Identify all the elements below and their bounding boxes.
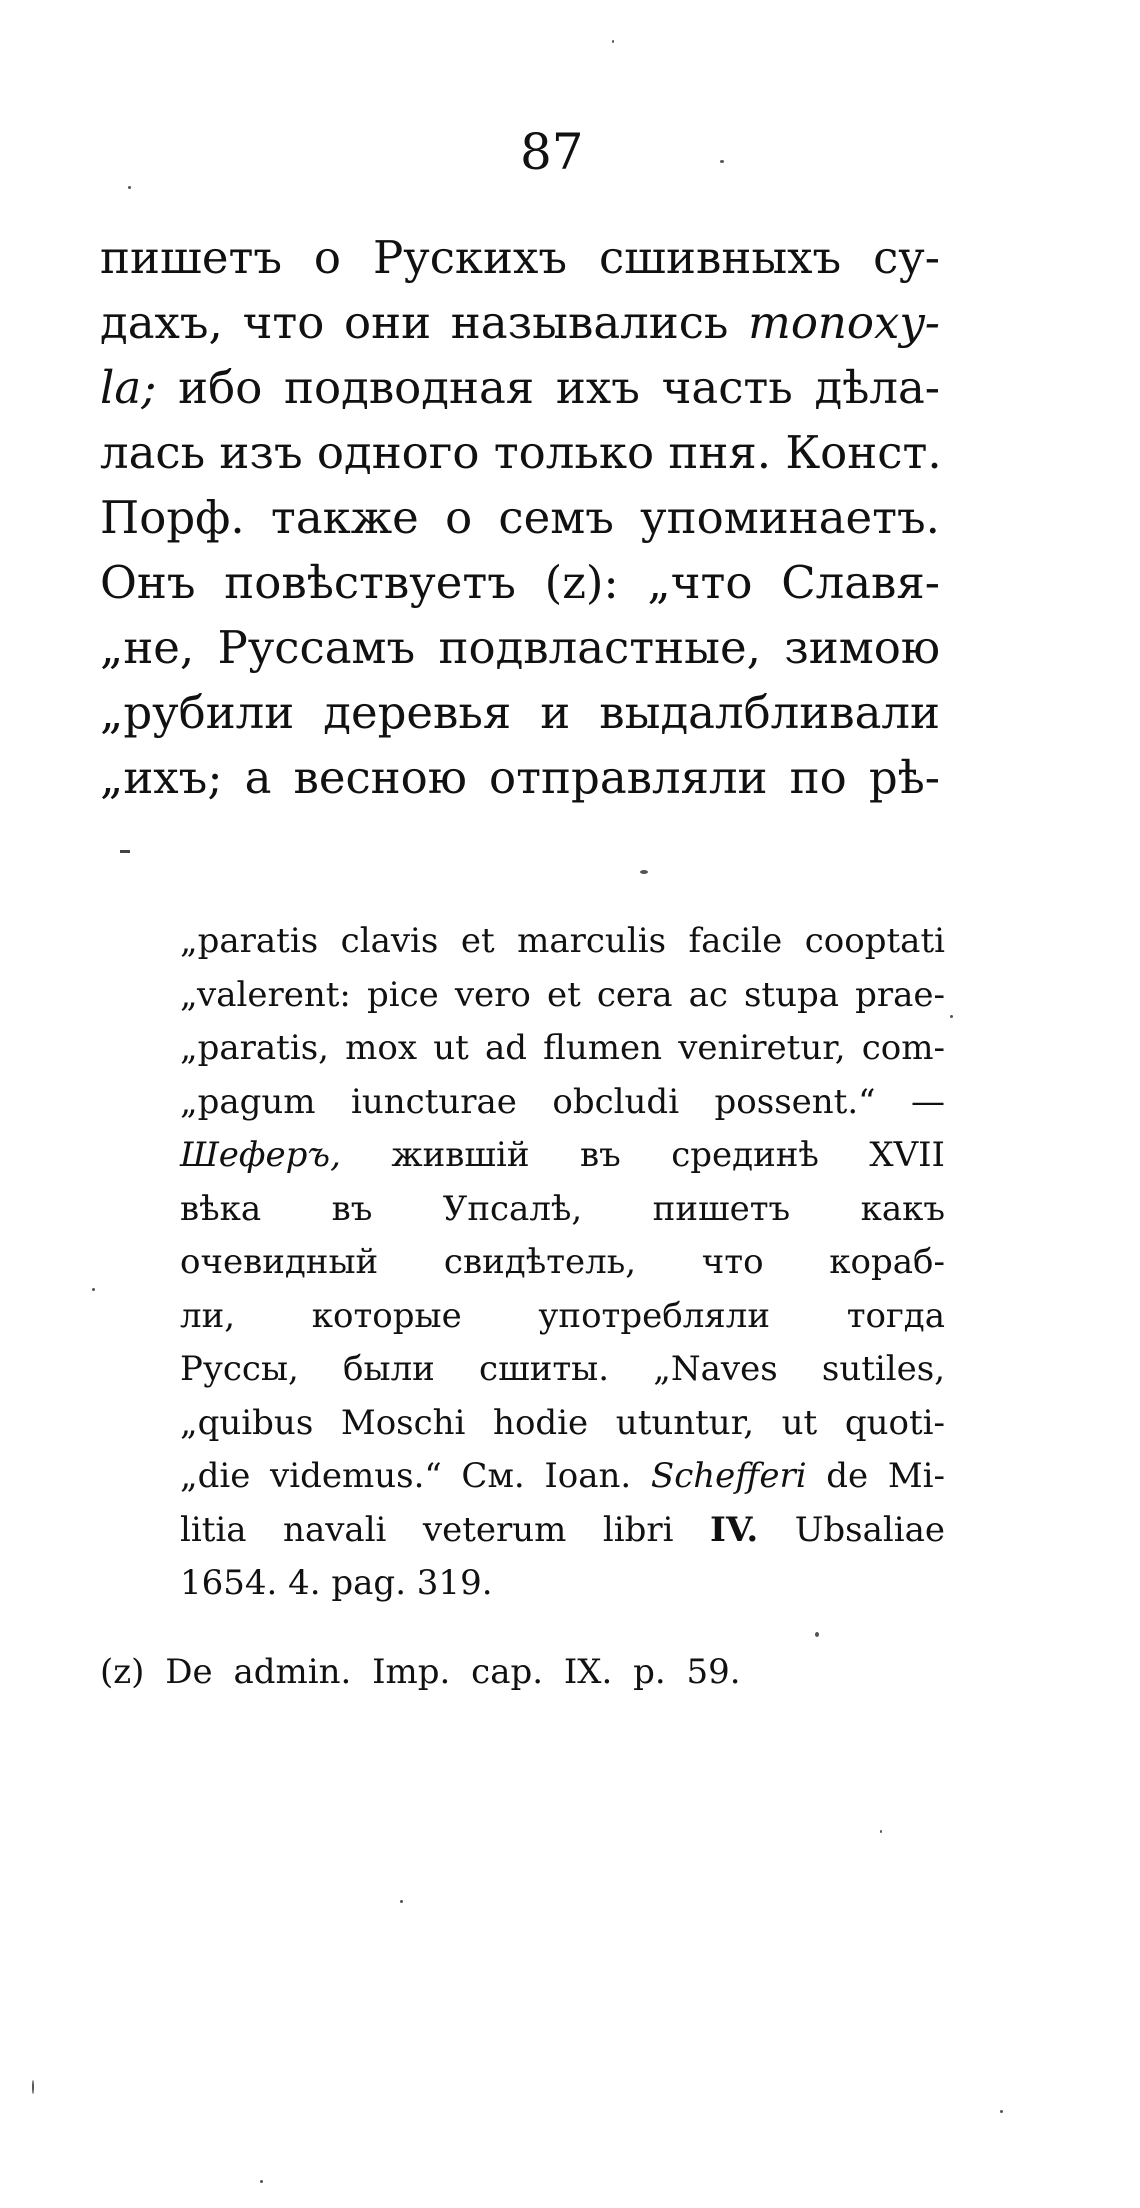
footnote-line: „pagum iuncturae obcludi possent.“ — bbox=[180, 1081, 945, 1122]
footnote-line: „die videmus.“ См. Ioan. Schefferi de Mi- bbox=[180, 1456, 945, 1496]
scan-speck bbox=[880, 1830, 882, 1833]
main-text-line: la; ибо подводная ихъ часть дѣла- bbox=[100, 361, 940, 414]
footnote-line: очевидный свидѣтель, что кораб- bbox=[180, 1242, 945, 1282]
scan-speck bbox=[92, 1288, 95, 1291]
scan-speck bbox=[640, 870, 648, 874]
footnote-line: вѣка въ Упсалѣ, пишетъ какъ bbox=[180, 1188, 945, 1229]
scan-speck bbox=[1000, 2110, 1003, 2113]
main-text-line: дахъ, что они назывались monoxy- bbox=[100, 296, 940, 349]
main-text-line: „ихъ; а весною отправляли по рѣ- bbox=[100, 751, 940, 804]
footnote-z: (z) De admin. Imp. cap. IX. p. 59. bbox=[100, 1652, 741, 1692]
footnote-line: „paratis, mox ut ad flumen veniretur, com- bbox=[180, 1028, 945, 1068]
footnote-line: „valerent: pice vero et cera ac stupa prae- bbox=[180, 974, 945, 1015]
main-text-line: пишетъ о Рускихъ сшивныхъ су- bbox=[100, 231, 940, 284]
page-number: 87 bbox=[520, 123, 584, 181]
footnote-line: Руссы, были сшиты. „Naves sutiles, bbox=[180, 1349, 945, 1389]
main-text-line: Порф. также о семъ упоминаетъ. bbox=[100, 491, 940, 544]
main-text-block bbox=[100, 225, 940, 810]
footnote-line: „quibus Moschi hodie utuntur, ut quoti- bbox=[180, 1402, 945, 1443]
scan-speck bbox=[400, 1900, 403, 1903]
scan-speck bbox=[720, 160, 724, 163]
main-text-line: „не, Руссамъ подвластные, зимою bbox=[100, 621, 940, 674]
footnote-line: ли, которые употребляли тогда bbox=[180, 1295, 945, 1336]
scan-speck bbox=[260, 2180, 263, 2183]
main-text-line: лась изъ одного только пня. Конст. bbox=[100, 426, 942, 479]
scan-speck bbox=[32, 2080, 34, 2094]
scan-speck bbox=[815, 1632, 819, 1637]
footnote-separator bbox=[120, 850, 130, 853]
footnote-block bbox=[180, 915, 945, 1611]
main-text-line: Онъ повѣствуетъ (z): „что Славя- bbox=[100, 556, 940, 609]
footnote-line: litia navali veterum libri IV. Ubsaliae bbox=[180, 1509, 945, 1550]
footnote-line: „paratis clavis et marculis facile cooptati bbox=[180, 921, 945, 961]
scan-speck bbox=[128, 186, 131, 189]
main-text-line: „рубили деревья и выдалбливали bbox=[100, 686, 940, 739]
footnote-line: 1654. 4. pag. 319. bbox=[180, 1563, 493, 1603]
footnote-line: Шеферъ, жившій въ срединѣ XVII bbox=[180, 1135, 945, 1175]
scan-speck bbox=[612, 40, 614, 43]
scan-speck bbox=[950, 1015, 953, 1018]
